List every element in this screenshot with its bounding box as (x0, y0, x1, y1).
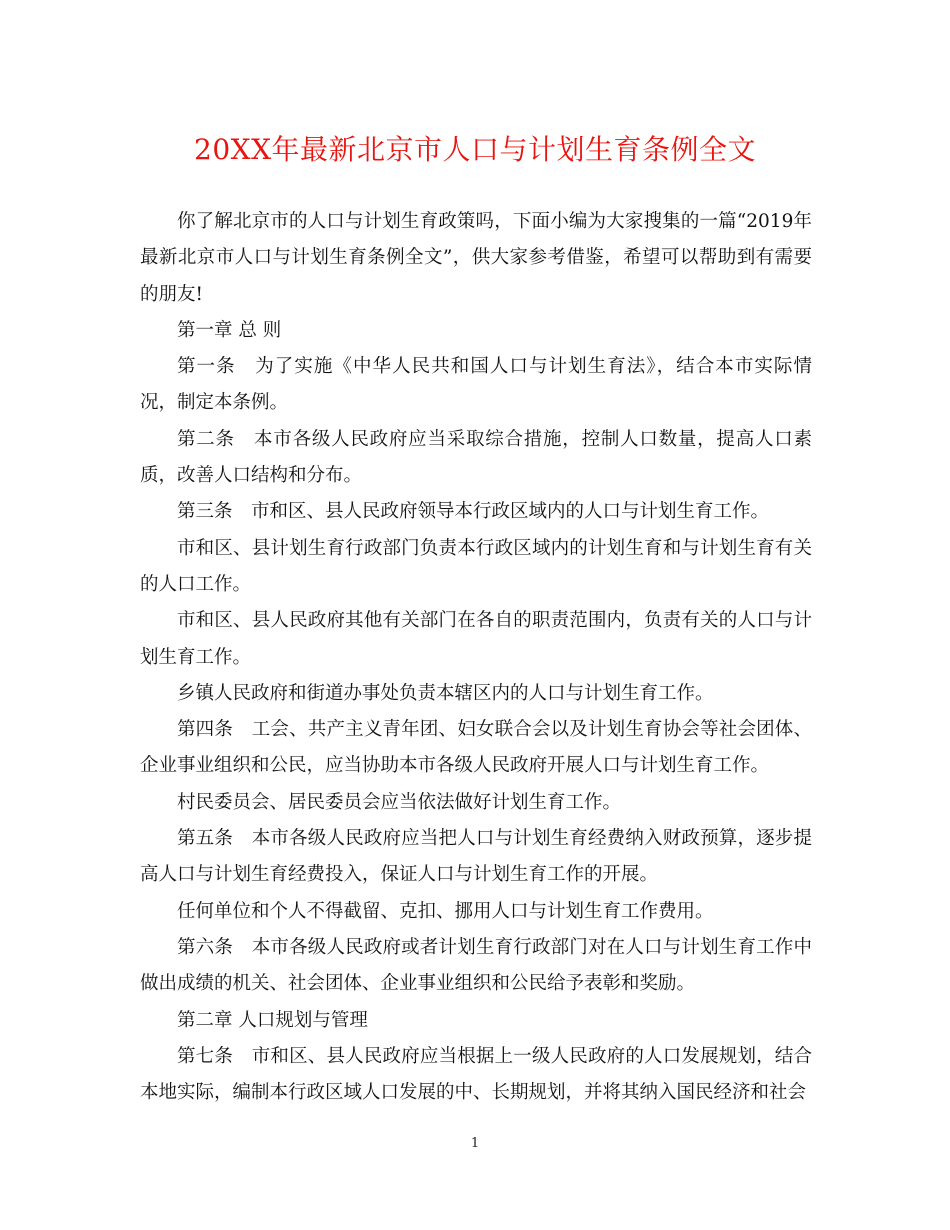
article-paragraph: 市和区、县人民政府其他有关部门在各自的职责范围内，负责有关的人口与计划生育工作。 (140, 610, 812, 668)
article-paragraph: 第四条 工会、共产主义青年团、妇女联合会以及计划生育协会等社会团体、企业事业组织和公民，应当协助本市各级人民政府开展人口与计划生育工作。 (140, 719, 812, 777)
document-body (140, 204, 812, 1111)
article-paragraph: 第一条 为了实施《中华人民共和国人口与计划生育法》，结合本市实际情况，制定本条例。 (140, 356, 812, 414)
page-number: 1 (470, 1136, 480, 1151)
article-paragraph: 第二条 本市各级人民政府应当采取综合措施，控制人口数量，提高人口素质，改善人口结构和分布。 (140, 428, 812, 487)
chapter-heading: 第二章 人口规划与管理 (177, 1009, 368, 1031)
article-paragraph: 第三条 市和区、县人民政府领导本行政区域内的人口与计划生育工作。 (177, 501, 770, 523)
article-paragraph: 第五条 本市各级人民政府应当把人口与计划生育经费纳入财政预算，逐步提高人口与计划生育经费投入，保证人口与计划生育工作的开展。 (140, 828, 812, 886)
article-paragraph: 任何单位和个人不得截留、克扣、挪用人口与计划生育工作费用。 (177, 900, 714, 922)
article-paragraph: 市和区、县计划生育行政部门负责本行政区域内的计划生育和与计划生育有关的人口工作。 (140, 537, 812, 595)
intro-paragraph: 你了解北京市的人口与计划生育政策吗，下面小编为大家搜集的一篇“2019年最新北京市人口与计划生育条例全文”，供大家参考借鉴，希望可以帮助到有需要的朋友! (140, 211, 812, 305)
article-paragraph: 第七条 市和区、县人民政府应当根据上一级人民政府的人口发展规划，结合本地实际，编制本行政区域人口发展的中、长期规划，并将其纳入国民经济和社会 (140, 1045, 812, 1104)
article-paragraph: 村民委员会、居民委员会应当依法做好计划生育工作。 (177, 791, 622, 813)
chapter-heading: 第一章 总 则 (177, 319, 282, 341)
document-title: 20XX年最新北京市人口与计划生育条例全文 (194, 133, 756, 166)
article-paragraph: 乡镇人民政府和街道办事处负责本辖区内的人口与计划生育工作。 (177, 682, 714, 704)
article-paragraph: 第六条 本市各级人民政府或者计划生育行政部门对在人口与计划生育工作中做出成绩的机关、社会团体、企业事业组织和公民给予表彰和奖励。 (140, 936, 812, 995)
